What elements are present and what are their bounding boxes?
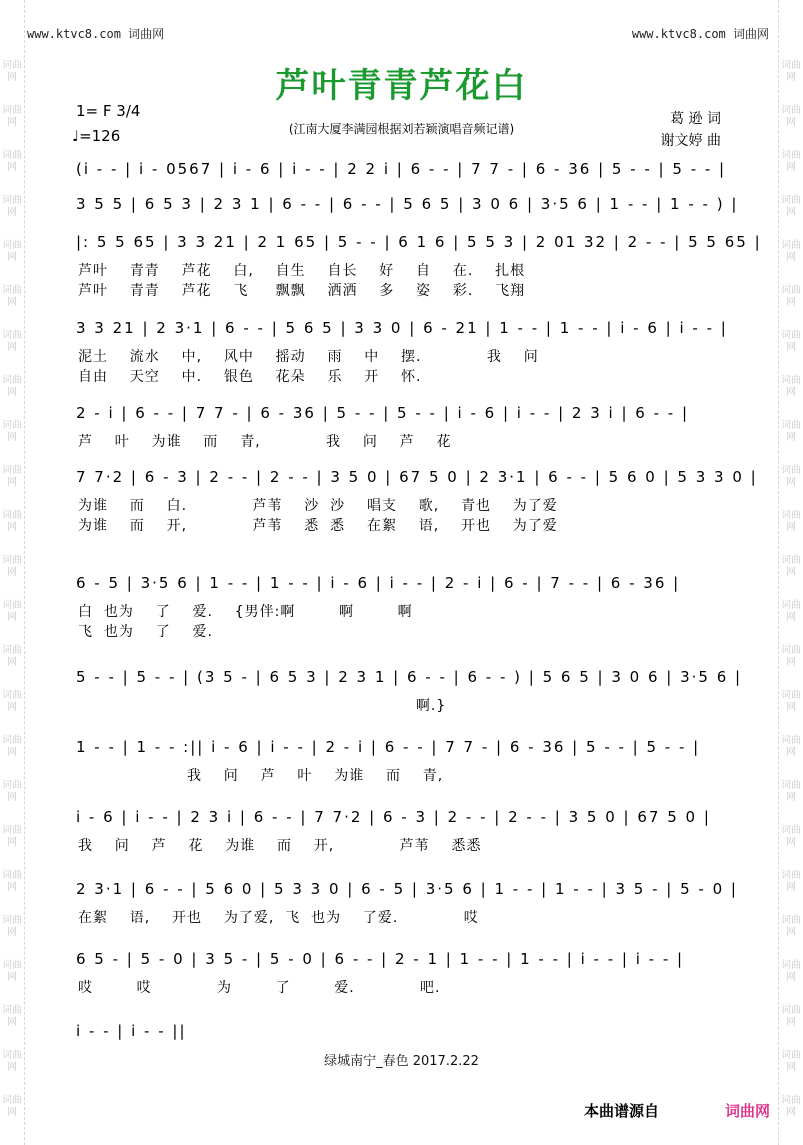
lyric-line: 啊.} <box>78 698 447 714</box>
lyric-line: 哎 哎 为 了 爱. 吧. <box>78 980 441 996</box>
notation-line: 2 3·1 | 6 - - | 5 6 0 | 5 3 3 0 | 6 - 5 | 3·5 6 | 1 - - | 1 - - | 3 5 - | 5 - 0 | <box>76 880 738 898</box>
right-watermark-strip <box>778 0 803 1145</box>
source-brand[interactable]: 词曲网 <box>724 1102 770 1120</box>
source-label: 本曲谱源自 <box>583 1102 659 1120</box>
watermark-text: 词曲网 <box>781 150 801 173</box>
watermark-text: 词曲网 <box>2 825 22 848</box>
notation-line: i - 6 | i - - | 2 3 i | 6 - - | 7 7·2 | 6 - 3 | 2 - - | 2 - - | 3 5 0 | 67 5 0 | <box>76 808 711 826</box>
watermark-text: 词曲网 <box>2 330 22 353</box>
watermark-text: 词曲网 <box>2 1005 22 1028</box>
watermark-text: 词曲网 <box>781 195 801 218</box>
watermark-text: 词曲网 <box>2 240 22 263</box>
watermark-text: 词曲网 <box>2 420 22 443</box>
lyric-line: 为谁 而 白. 芦苇 沙 沙 唱支 歌, 青也 为了爱 <box>78 498 558 514</box>
lyric-line: 白 也为 了 爱. {男伴:啊 啊 啊 <box>78 604 413 620</box>
watermark-text: 词曲网 <box>781 375 801 398</box>
watermark-text: 词曲网 <box>781 825 801 848</box>
notation-line: 1 - - | 1 - - :|| i - 6 | i - - | 2 - i | 6 - - | 7 7 - | 6 - 36 | 5 - - | 5 - - | <box>76 738 701 756</box>
watermark-text: 词曲网 <box>2 510 22 533</box>
watermark-text: 词曲网 <box>2 1095 22 1118</box>
watermark-text: 词曲网 <box>781 960 801 983</box>
watermark-text: 词曲网 <box>781 780 801 803</box>
notation-line: 2 - i | 6 - - | 7 7 - | 6 - 36 | 5 - - | 5 - - | i - 6 | i - - | 2 3 i | 6 - - | <box>76 404 690 422</box>
watermark-text: 词曲网 <box>2 1050 22 1073</box>
watermark-text: 词曲网 <box>2 690 22 713</box>
tempo-marking: ♩=126 <box>72 127 121 145</box>
lyric-line: 在絮 语, 开也 为了爱, 飞 也为 了爱. 哎 <box>78 910 479 926</box>
lyricist-credit: 葛 逊 词 <box>670 111 721 127</box>
watermark-text: 词曲网 <box>781 285 801 308</box>
watermark-text: 词曲网 <box>781 645 801 668</box>
left-watermark-strip <box>0 0 25 1145</box>
site-url-right[interactable]: www.ktvc8.com 词曲网 <box>631 27 769 41</box>
watermark-text: 词曲网 <box>2 375 22 398</box>
transcriber-signature: 绿城南宁_春色 2017.2.22 <box>324 1054 479 1069</box>
watermark-text: 词曲网 <box>2 915 22 938</box>
notation-line: 3 3 21 | 2 3·1 | 6 - - | 5 6 5 | 3 3 0 | 6 - 21 | 1 - - | 1 - - | i - 6 | i - - | <box>76 319 728 337</box>
watermark-text: 词曲网 <box>781 1050 801 1073</box>
watermark-text: 词曲网 <box>781 600 801 623</box>
notation-line: 6 5 - | 5 - 0 | 3 5 - | 5 - 0 | 6 - - | 2 - 1 | 1 - - | 1 - - | i - - | i - - | <box>76 950 685 968</box>
lyric-line: 芦叶 青青 芦花 飞 飘飘 洒洒 多 姿 彩. 飞翔 <box>78 283 526 299</box>
notation-line: 3 5 5 | 6 5 3 | 2 3 1 | 6 - - | 6 - - | 5 6 5 | 3 0 6 | 3·5 6 | 1 - - | 1 - - ) | <box>76 195 739 213</box>
watermark-text: 词曲网 <box>781 465 801 488</box>
watermark-text: 词曲网 <box>2 60 22 83</box>
watermark-text: 词曲网 <box>2 735 22 758</box>
lyric-line: 飞 也为 了 爱. <box>78 624 213 640</box>
lyric-line: 自由 天空 中. 银色 花朵 乐 开 怀. <box>78 369 422 385</box>
watermark-text: 词曲网 <box>781 510 801 533</box>
lyric-line: 为谁 而 开, 芦苇 悉 悉 在絮 语, 开也 为了爱 <box>78 518 558 534</box>
watermark-text: 词曲网 <box>781 555 801 578</box>
watermark-text: 词曲网 <box>781 105 801 128</box>
lyric-line: 我 问 芦 叶 为谁 而 青, <box>78 768 444 784</box>
watermark-text: 词曲网 <box>2 105 22 128</box>
watermark-text: 词曲网 <box>2 960 22 983</box>
watermark-text: 词曲网 <box>781 420 801 443</box>
watermark-text: 词曲网 <box>781 1095 801 1118</box>
lyric-line: 芦 叶 为谁 而 青, 我 问 芦 花 <box>78 434 452 450</box>
watermark-text: 词曲网 <box>781 240 801 263</box>
notation-line: 5 - - | 5 - - | (3 5 - | 6 5 3 | 2 3 1 | 6 - - | 6 - - ) | 5 6 5 | 3 0 6 | 3·5 6 | <box>76 668 743 686</box>
song-subtitle: (江南大厦李满园根据刘若颖演唱音频记谱) <box>288 122 515 136</box>
song-title: 芦叶青青芦花白 <box>275 66 528 106</box>
key-signature: 1= F 3/4 <box>76 102 141 120</box>
watermark-text: 词曲网 <box>2 555 22 578</box>
watermark-text: 词曲网 <box>2 600 22 623</box>
notation-line: i - - | i - - || <box>76 1022 187 1040</box>
notation-line: 6 - 5 | 3·5 6 | 1 - - | 1 - - | i - 6 | i - - | 2 - i | 6 - | 7 - - | 6 - 36 | <box>76 574 681 592</box>
notation-line: |: 5 5 65 | 3 3 21 | 2 1 65 | 5 - - | 6 1 6 | 5 5 3 | 2 01 32 | 2 - - | 5 5 65 | <box>76 233 762 251</box>
watermark-text: 词曲网 <box>781 60 801 83</box>
notation-line: (i - - | i - 0567 | i - 6 | i - - | 2 2 i | 6 - - | 7 7 - | 6 - 36 | 5 - - | 5 - - | <box>76 160 727 178</box>
lyric-line: 芦叶 青青 芦花 白, 自生 自长 好 自 在. 扎根 <box>78 263 526 279</box>
watermark-text: 词曲网 <box>2 195 22 218</box>
watermark-text: 词曲网 <box>781 735 801 758</box>
composer-credit: 谢文婷 曲 <box>660 133 721 149</box>
lyric-line: 泥土 流水 中, 风中 摇动 雨 中 摆. 我 问 <box>78 349 539 365</box>
watermark-text: 词曲网 <box>2 150 22 173</box>
watermark-text: 词曲网 <box>2 780 22 803</box>
watermark-text: 词曲网 <box>2 285 22 308</box>
watermark-text: 词曲网 <box>781 870 801 893</box>
watermark-text: 词曲网 <box>781 1005 801 1028</box>
site-url-left[interactable]: www.ktvc8.com 词曲网 <box>27 27 165 41</box>
notation-line: 7 7·2 | 6 - 3 | 2 - - | 2 - - | 3 5 0 | 67 5 0 | 2 3·1 | 6 - - | 5 6 0 | 5 3 3 0 | <box>76 468 758 486</box>
watermark-text: 词曲网 <box>2 870 22 893</box>
watermark-text: 词曲网 <box>2 645 22 668</box>
watermark-text: 词曲网 <box>781 330 801 353</box>
watermark-text: 词曲网 <box>781 690 801 713</box>
watermark-text: 词曲网 <box>2 465 22 488</box>
watermark-text: 词曲网 <box>781 915 801 938</box>
lyric-line: 我 问 芦 花 为谁 而 开, 芦苇 悉悉 <box>78 838 482 854</box>
